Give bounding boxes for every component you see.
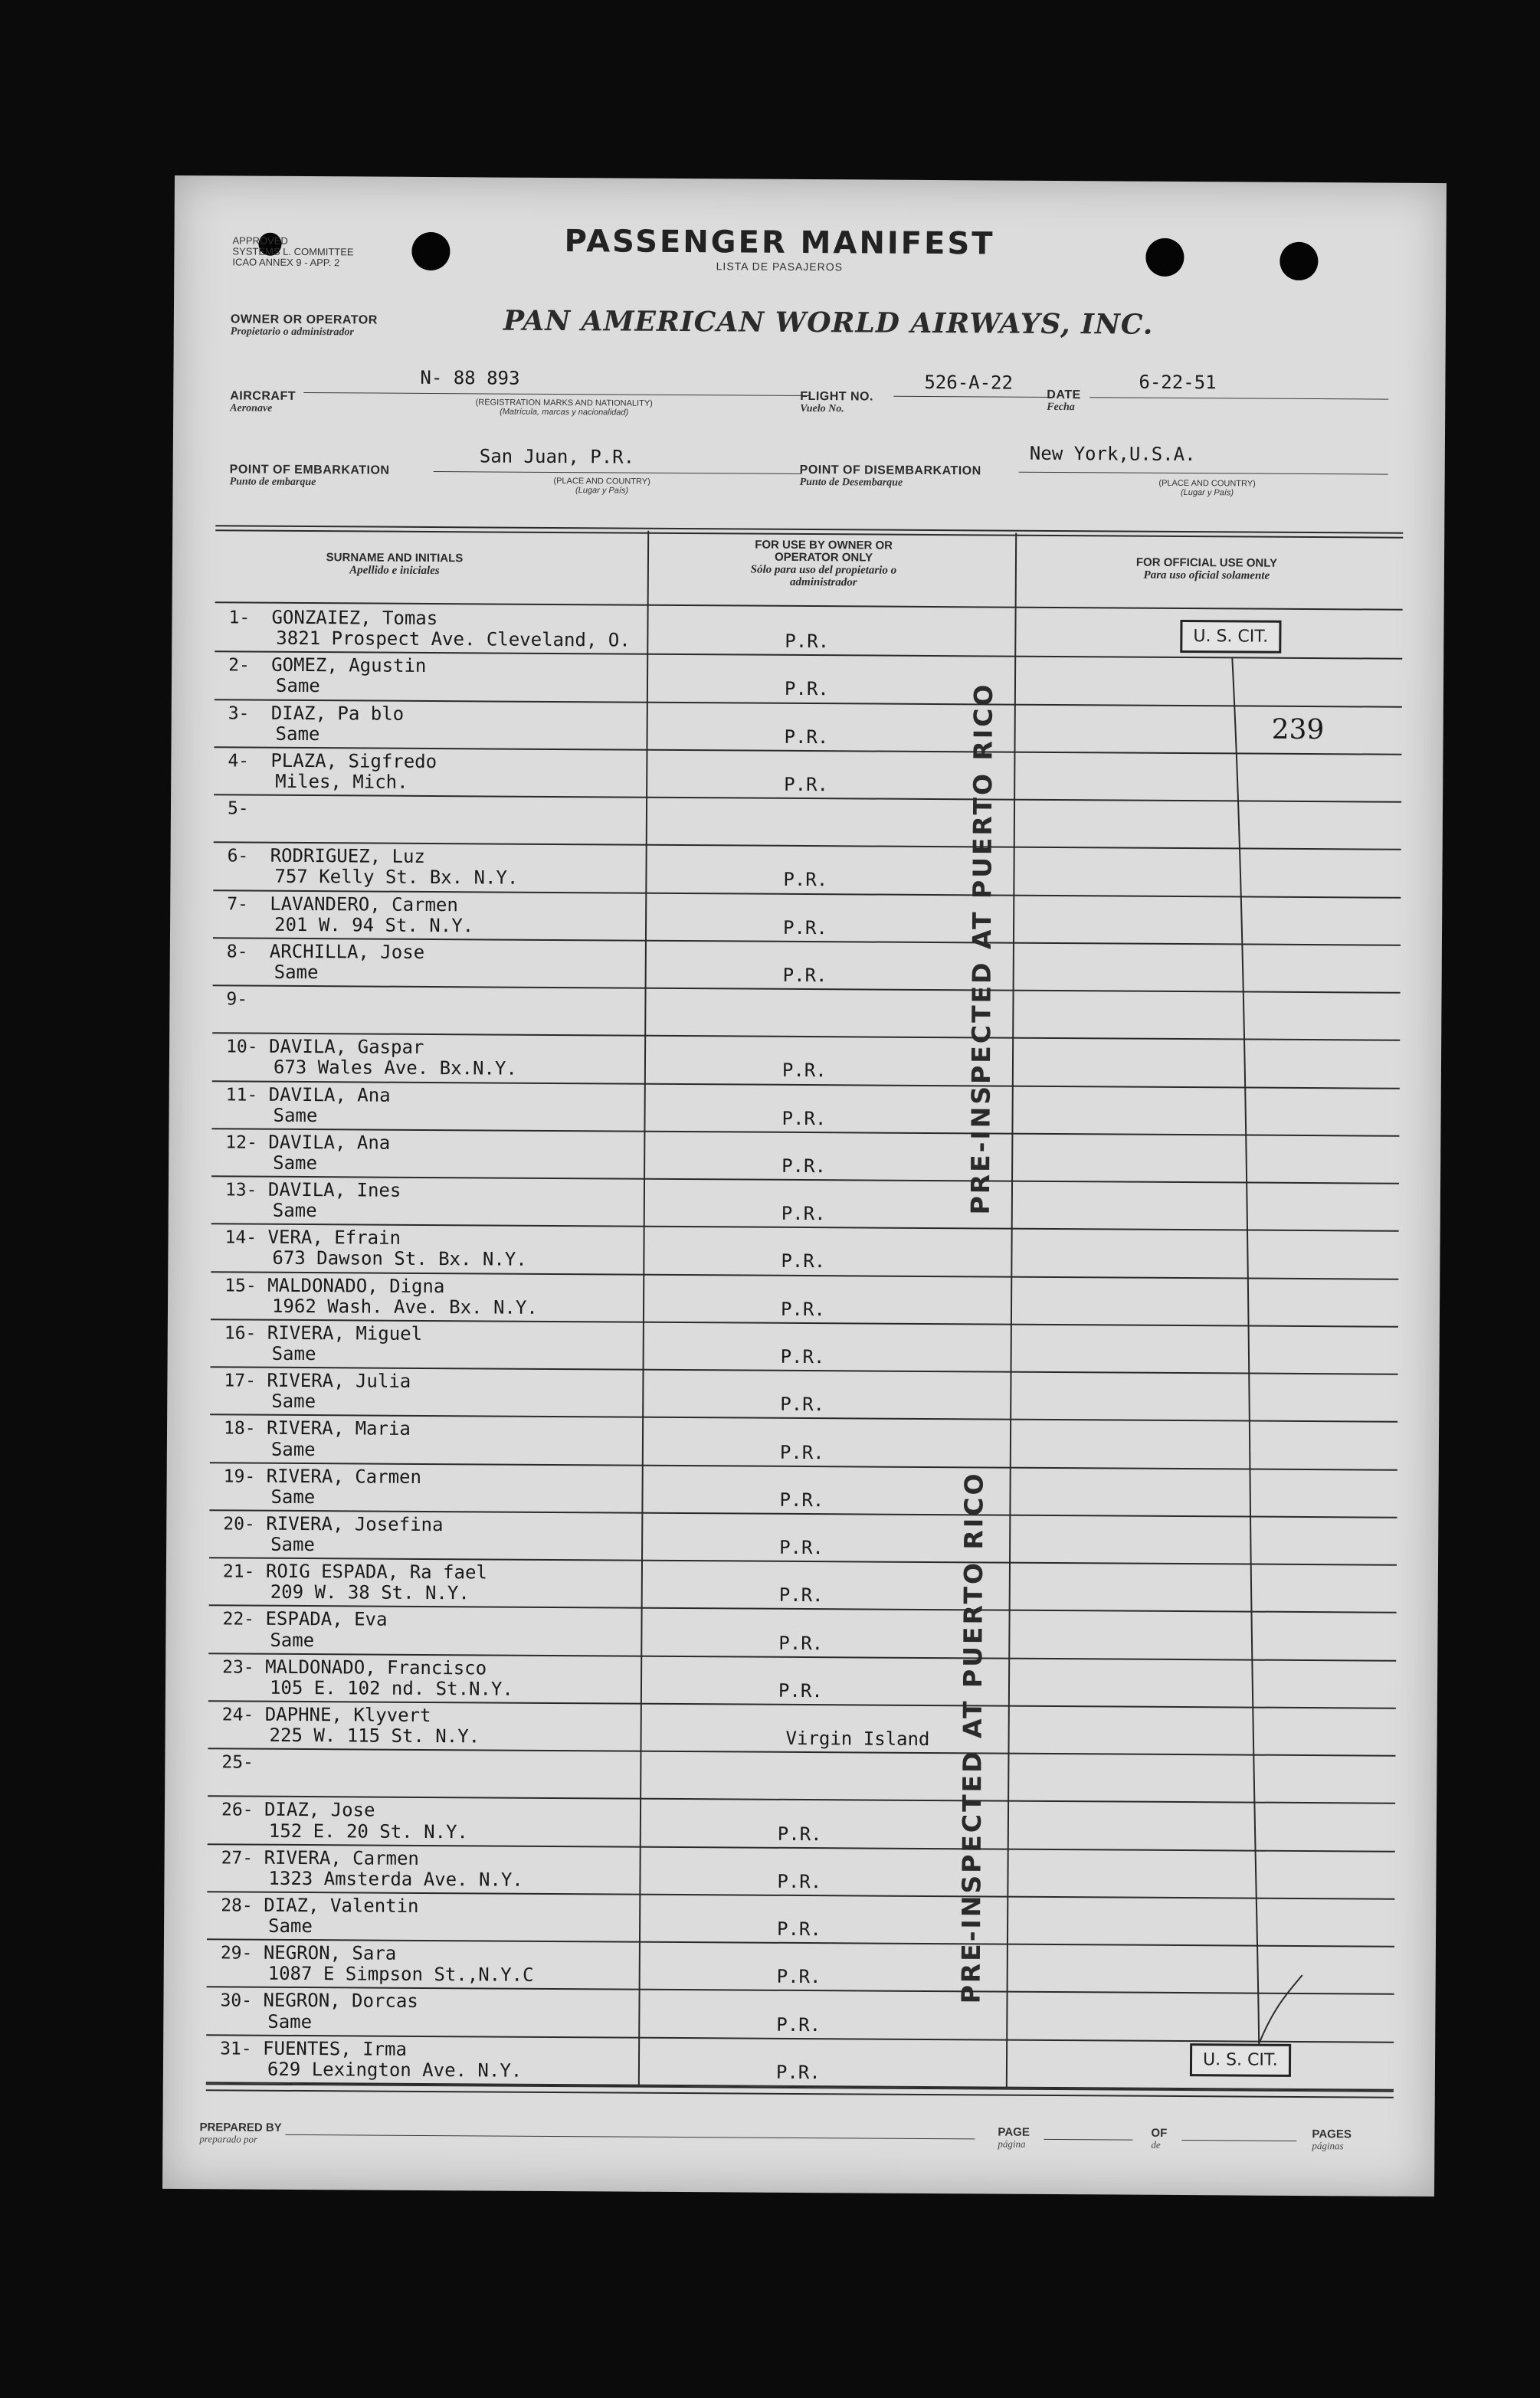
- page-title: PASSENGER MANIFEST: [564, 224, 995, 262]
- of-line: [1181, 2140, 1296, 2141]
- of-label-es: de: [1151, 2138, 1161, 2151]
- passenger-number: 17-: [224, 1371, 257, 1391]
- preinspected-stamp-lower: PRE-INSPECTED AT PUERTO RICO: [955, 1471, 989, 2004]
- disembark-place-note-en: (PLACE AND COUNTRY): [1158, 478, 1256, 489]
- passenger-origin: P.R.: [779, 1441, 824, 1463]
- passenger-number: 8-: [226, 942, 248, 962]
- passenger-number: 28-: [221, 1895, 253, 1916]
- passenger-number: 22-: [222, 1609, 255, 1630]
- embark-place-note-es: (Lugar y País): [575, 486, 629, 496]
- passenger-name: DIAZ, Valentin: [264, 1894, 419, 1917]
- passenger-number: 2-: [228, 655, 250, 676]
- passenger-origin: P.R.: [778, 1679, 823, 1702]
- manifest-sheet: [162, 175, 1447, 2197]
- passenger-address: 225 W. 115 St. N.Y.: [269, 1724, 480, 1748]
- passenger-name: PLAZA, Sigfredo: [270, 749, 437, 772]
- flight-value: 526-A-22: [924, 371, 1014, 394]
- col-header-names: [249, 552, 540, 578]
- passenger-name: ESPADA, Eva: [265, 1608, 388, 1631]
- prepared-by-label: PREPARED BY: [199, 2121, 282, 2134]
- passenger-name: DAPHNE, Klyvert: [264, 1703, 431, 1726]
- flight-underline: [893, 396, 1054, 398]
- aircraft-underline: [303, 392, 809, 396]
- passenger-number: 5-: [227, 798, 249, 819]
- passenger-origin: P.R.: [784, 678, 829, 700]
- registration-note: [434, 398, 694, 418]
- passenger-name: DIAZ, Jose: [264, 1799, 375, 1822]
- date-underline: [1089, 397, 1388, 399]
- passenger-number: 20-: [223, 1514, 255, 1535]
- aircraft-label: AIRCRAFT: [230, 389, 297, 403]
- passenger-name: RIVERA, Carmen: [264, 1846, 420, 1869]
- col-header-owner: [724, 539, 923, 589]
- passenger-number: 13-: [224, 1180, 257, 1201]
- passenger-address: Same: [270, 1533, 316, 1556]
- punch-hole-3: [1145, 238, 1184, 277]
- aircraft-value: N- 88 893: [420, 366, 520, 389]
- passenger-address: 1962 Wash. Ave. Bx. N.Y.: [271, 1295, 538, 1319]
- col-header-owner-en: FOR USE BY OWNER OR OPERATOR ONLY: [755, 538, 893, 565]
- prepared-by-block: [199, 2121, 281, 2146]
- aircraft-label-block: [230, 390, 296, 414]
- pages-block: [1312, 2128, 1352, 2152]
- passenger-number: 19-: [223, 1466, 256, 1487]
- passenger-address: Same: [274, 961, 319, 984]
- passenger-name: RIVERA, Julia: [267, 1369, 411, 1392]
- passenger-name: RIVERA, Miguel: [267, 1322, 423, 1345]
- passenger-name: RIVERA, Carmen: [266, 1465, 422, 1488]
- passenger-number: 21-: [222, 1561, 255, 1582]
- passenger-origin: P.R.: [779, 1489, 824, 1511]
- passenger-name: RIVERA, Maria: [266, 1417, 411, 1440]
- approval-line-1: APPROVED: [232, 234, 288, 247]
- passenger-name: ROIG ESPADA, Ra fael: [265, 1560, 487, 1584]
- passenger-address: Same: [275, 722, 320, 745]
- passenger-number: 10-: [226, 1037, 258, 1057]
- disembark-label-es: Punto de Desembarque: [799, 476, 903, 489]
- passenger-origin: P.R.: [783, 869, 828, 891]
- passenger-name: DAVILA, Gaspar: [269, 1036, 424, 1059]
- approval-line-3: ICAO ANNEX 9 - APP. 2: [232, 256, 340, 269]
- prepared-by-line: [285, 2134, 975, 2139]
- embark-label-block: [230, 464, 390, 488]
- col-header-names-es: [249, 564, 540, 578]
- passenger-address: 209 W. 38 St. N.Y.: [270, 1581, 470, 1604]
- passenger-address: 1087 E Simpson St.,N.Y.C: [267, 1963, 534, 1987]
- of-label: OF: [1151, 2126, 1168, 2140]
- passenger-origin: P.R.: [781, 1155, 827, 1178]
- embark-label: POINT OF EMBARKATION: [229, 463, 390, 477]
- passenger-address: Same: [272, 1199, 317, 1222]
- passenger-number: 24-: [221, 1705, 254, 1725]
- passenger-number: 30-: [220, 1990, 253, 2012]
- flight-label: FLIGHT NO.: [800, 389, 874, 404]
- col-header-official-es: [1076, 568, 1337, 582]
- passenger-origin: P.R.: [775, 2061, 821, 2084]
- passenger-name: NEGRON, Dorcas: [263, 1990, 418, 2013]
- passenger-name: NEGRON, Sara: [263, 1941, 397, 1964]
- passenger-name: MALDONADO, Francisco: [265, 1656, 487, 1679]
- passenger-address: Same: [268, 1915, 313, 1938]
- us-cit-stamp-bottom: U. S. CIT.: [1190, 2043, 1291, 2077]
- passenger-origin: P.R.: [785, 630, 830, 653]
- passenger-name: DAVILA, Ana: [268, 1083, 391, 1106]
- col-header-names-en: SURNAME AND INITIALS: [326, 551, 464, 565]
- passenger-name: FUENTES, Irma: [263, 2037, 408, 2060]
- approval-note: [232, 235, 431, 269]
- passenger-number: 3-: [228, 703, 250, 724]
- disembark-value: New York,U.S.A.: [1029, 442, 1196, 466]
- page-label-es: página: [998, 2138, 1026, 2150]
- date-label-block: [1047, 389, 1081, 413]
- flight-label-es: Vuelo No.: [800, 402, 844, 415]
- col-header-official-en: FOR OFFICIAL USE ONLY: [1135, 555, 1278, 570]
- passenger-address: Same: [275, 675, 320, 697]
- disembark-place-note: [1116, 478, 1299, 497]
- passenger-origin: Virgin Island: [785, 1727, 930, 1751]
- us-cit-stamp-top: U. S. CIT.: [1180, 620, 1281, 654]
- embark-underline: [434, 471, 801, 474]
- owner-label-block: [231, 313, 378, 338]
- title-block: [542, 224, 1017, 274]
- col-header-official: [1076, 556, 1337, 582]
- passenger-name: VERA, Efrain: [267, 1227, 401, 1250]
- date-value: 6-22-51: [1139, 371, 1217, 394]
- passenger-number: 29-: [220, 1943, 253, 1964]
- passenger-origin: P.R.: [778, 1584, 824, 1607]
- passenger-number: 4-: [228, 751, 250, 771]
- pages-label: PAGES: [1312, 2128, 1352, 2141]
- passenger-origin: P.R.: [780, 1298, 825, 1320]
- passenger-name: RIVERA, Josefina: [266, 1512, 444, 1536]
- passenger-name: LAVANDERO, Carmen: [270, 893, 458, 916]
- passenger-origin: P.R.: [781, 1203, 826, 1225]
- embark-value: San Juan, P.R.: [479, 445, 635, 468]
- passenger-origin: P.R.: [784, 726, 829, 748]
- passenger-number: 27-: [221, 1848, 254, 1869]
- passenger-number: 26-: [221, 1800, 254, 1821]
- passenger-address: Same: [267, 2010, 313, 2033]
- disembark-label-block: [800, 464, 981, 489]
- passenger-origin: P.R.: [777, 1823, 822, 1845]
- passenger-origin: P.R.: [776, 1966, 821, 1988]
- preinspected-stamp-upper: PRE-INSPECTED AT PUERTO RICO: [965, 682, 999, 1215]
- passenger-address: Same: [270, 1629, 315, 1651]
- passenger-number: 9-: [226, 989, 248, 1010]
- approval-line-2: SYSTEMS L. COMMITTEE: [232, 245, 354, 258]
- passenger-name: ARCHILLA, Jose: [269, 940, 425, 963]
- passenger-address: Same: [270, 1486, 316, 1508]
- passenger-name: DAVILA, Ines: [267, 1178, 401, 1201]
- passenger-origin: P.R.: [781, 1250, 826, 1273]
- passenger-address: Same: [271, 1391, 316, 1413]
- page-subtitle: LISTA DE PASAJEROS: [716, 260, 844, 274]
- registration-note-en: (REGISTRATION MARKS AND NATIONALITY): [475, 398, 653, 408]
- registration-note-es: (Matrícula, marcas y nacionalidad): [500, 407, 629, 418]
- page-block: [998, 2127, 1030, 2151]
- col-header-official-es-text: Para uso oficial solamente: [1143, 568, 1270, 582]
- passenger-number: 23-: [222, 1657, 254, 1678]
- passenger-origin: P.R.: [776, 2013, 821, 2036]
- prepared-by-label-es: preparado por: [199, 2133, 258, 2145]
- disembark-underline: [1019, 472, 1388, 475]
- passenger-origin: P.R.: [781, 1107, 827, 1129]
- passenger-origin: P.R.: [777, 1870, 822, 1892]
- passenger-name: GONZAIEZ, Tomas: [271, 606, 438, 630]
- passenger-number: 6-: [227, 846, 249, 866]
- passenger-number: 15-: [224, 1275, 257, 1296]
- pages-label-es: páginas: [1312, 2140, 1344, 2152]
- punch-hole-4: [1280, 242, 1318, 280]
- date-label-es: Fecha: [1047, 401, 1075, 414]
- passenger-origin: P.R.: [784, 773, 829, 796]
- passenger-name: RODRIGUEZ, Luz: [270, 845, 425, 868]
- passenger-origin: P.R.: [782, 964, 827, 987]
- date-label: DATE: [1047, 388, 1081, 402]
- passenger-number: 25-: [221, 1752, 254, 1773]
- page-line: [1044, 2139, 1132, 2141]
- passenger-address: 1323 Amsterda Ave. N.Y.: [268, 1867, 523, 1891]
- passenger-number: 12-: [225, 1132, 257, 1153]
- passenger-address: Same: [273, 1151, 318, 1174]
- disembark-place-note-es: (Lugar y País): [1180, 487, 1234, 498]
- passenger-address: 757 Kelly St. Bx. N.Y.: [274, 866, 519, 889]
- passenger-origin: P.R.: [780, 1394, 825, 1416]
- passenger-name: GOMEZ, Agustin: [271, 654, 427, 677]
- col-header-owner-es: [724, 563, 923, 589]
- passenger-name: DIAZ, Pa blo: [270, 702, 405, 725]
- passenger-origin: P.R.: [776, 1918, 821, 1941]
- passenger-origin: P.R.: [780, 1345, 825, 1368]
- owner-label: OWNER OR OPERATOR: [230, 313, 378, 327]
- aircraft-label-es: Aeronave: [230, 402, 273, 414]
- disembark-label: POINT OF DISEMBARKATION: [799, 463, 981, 478]
- embark-label-es: Punto de embarque: [229, 476, 316, 489]
- page-label: PAGE: [998, 2125, 1030, 2139]
- passenger-address: Same: [273, 1104, 318, 1126]
- col-header-owner-es-text: Sólo para uso del propietario o administrador: [750, 563, 897, 589]
- passenger-number: 18-: [223, 1418, 256, 1440]
- of-block: [1151, 2128, 1167, 2151]
- passenger-origin: P.R.: [779, 1536, 824, 1559]
- passenger-number: 16-: [224, 1323, 257, 1344]
- passenger-address: 673 Wales Ave. Bx.N.Y.: [273, 1056, 517, 1080]
- flight-label-block: [800, 391, 873, 415]
- passenger-address: 105 E. 102 nd. St.N.Y.: [269, 1676, 513, 1700]
- bracket-line: [1159, 641, 1321, 2067]
- passenger-number: 1-: [228, 608, 251, 628]
- passenger-name: DAVILA, Ana: [268, 1131, 391, 1154]
- passenger-origin: P.R.: [782, 916, 827, 939]
- passenger-number: 14-: [224, 1227, 257, 1248]
- passenger-address: 673 Dawson St. Bx. N.Y.: [272, 1247, 527, 1271]
- owner-label-es: Propietario o administrador: [230, 326, 354, 339]
- embark-place-note: [510, 477, 694, 496]
- passenger-address: Same: [270, 1438, 316, 1460]
- col-header-names-es-text: Apellido e iniciales: [349, 564, 440, 578]
- company-name: PAN AMERICAN WORLD AIRWAYS, INC.: [503, 304, 1154, 341]
- count-annotation: 239: [1271, 713, 1325, 746]
- passenger-name: MALDONADO, Digna: [267, 1274, 445, 1297]
- passenger-address: Same: [271, 1342, 316, 1365]
- passenger-origin: P.R.: [781, 1060, 827, 1082]
- passenger-address: Miles, Mich.: [275, 770, 408, 793]
- passenger-address: 629 Lexington Ave. N.Y.: [267, 2058, 523, 2082]
- passenger-address: 201 W. 94 St. N.Y.: [274, 913, 474, 937]
- passenger-number: 31-: [220, 2039, 252, 2059]
- passenger-number: 7-: [227, 893, 249, 915]
- passenger-number: 11-: [225, 1084, 258, 1106]
- passenger-origin: P.R.: [778, 1632, 824, 1654]
- passenger-address: 152 E. 20 St. N.Y.: [268, 1820, 469, 1843]
- embark-place-note-en: (PLACE AND COUNTRY): [553, 476, 650, 486]
- passenger-address: 3821 Prospect Ave. Cleveland, O.: [276, 627, 631, 651]
